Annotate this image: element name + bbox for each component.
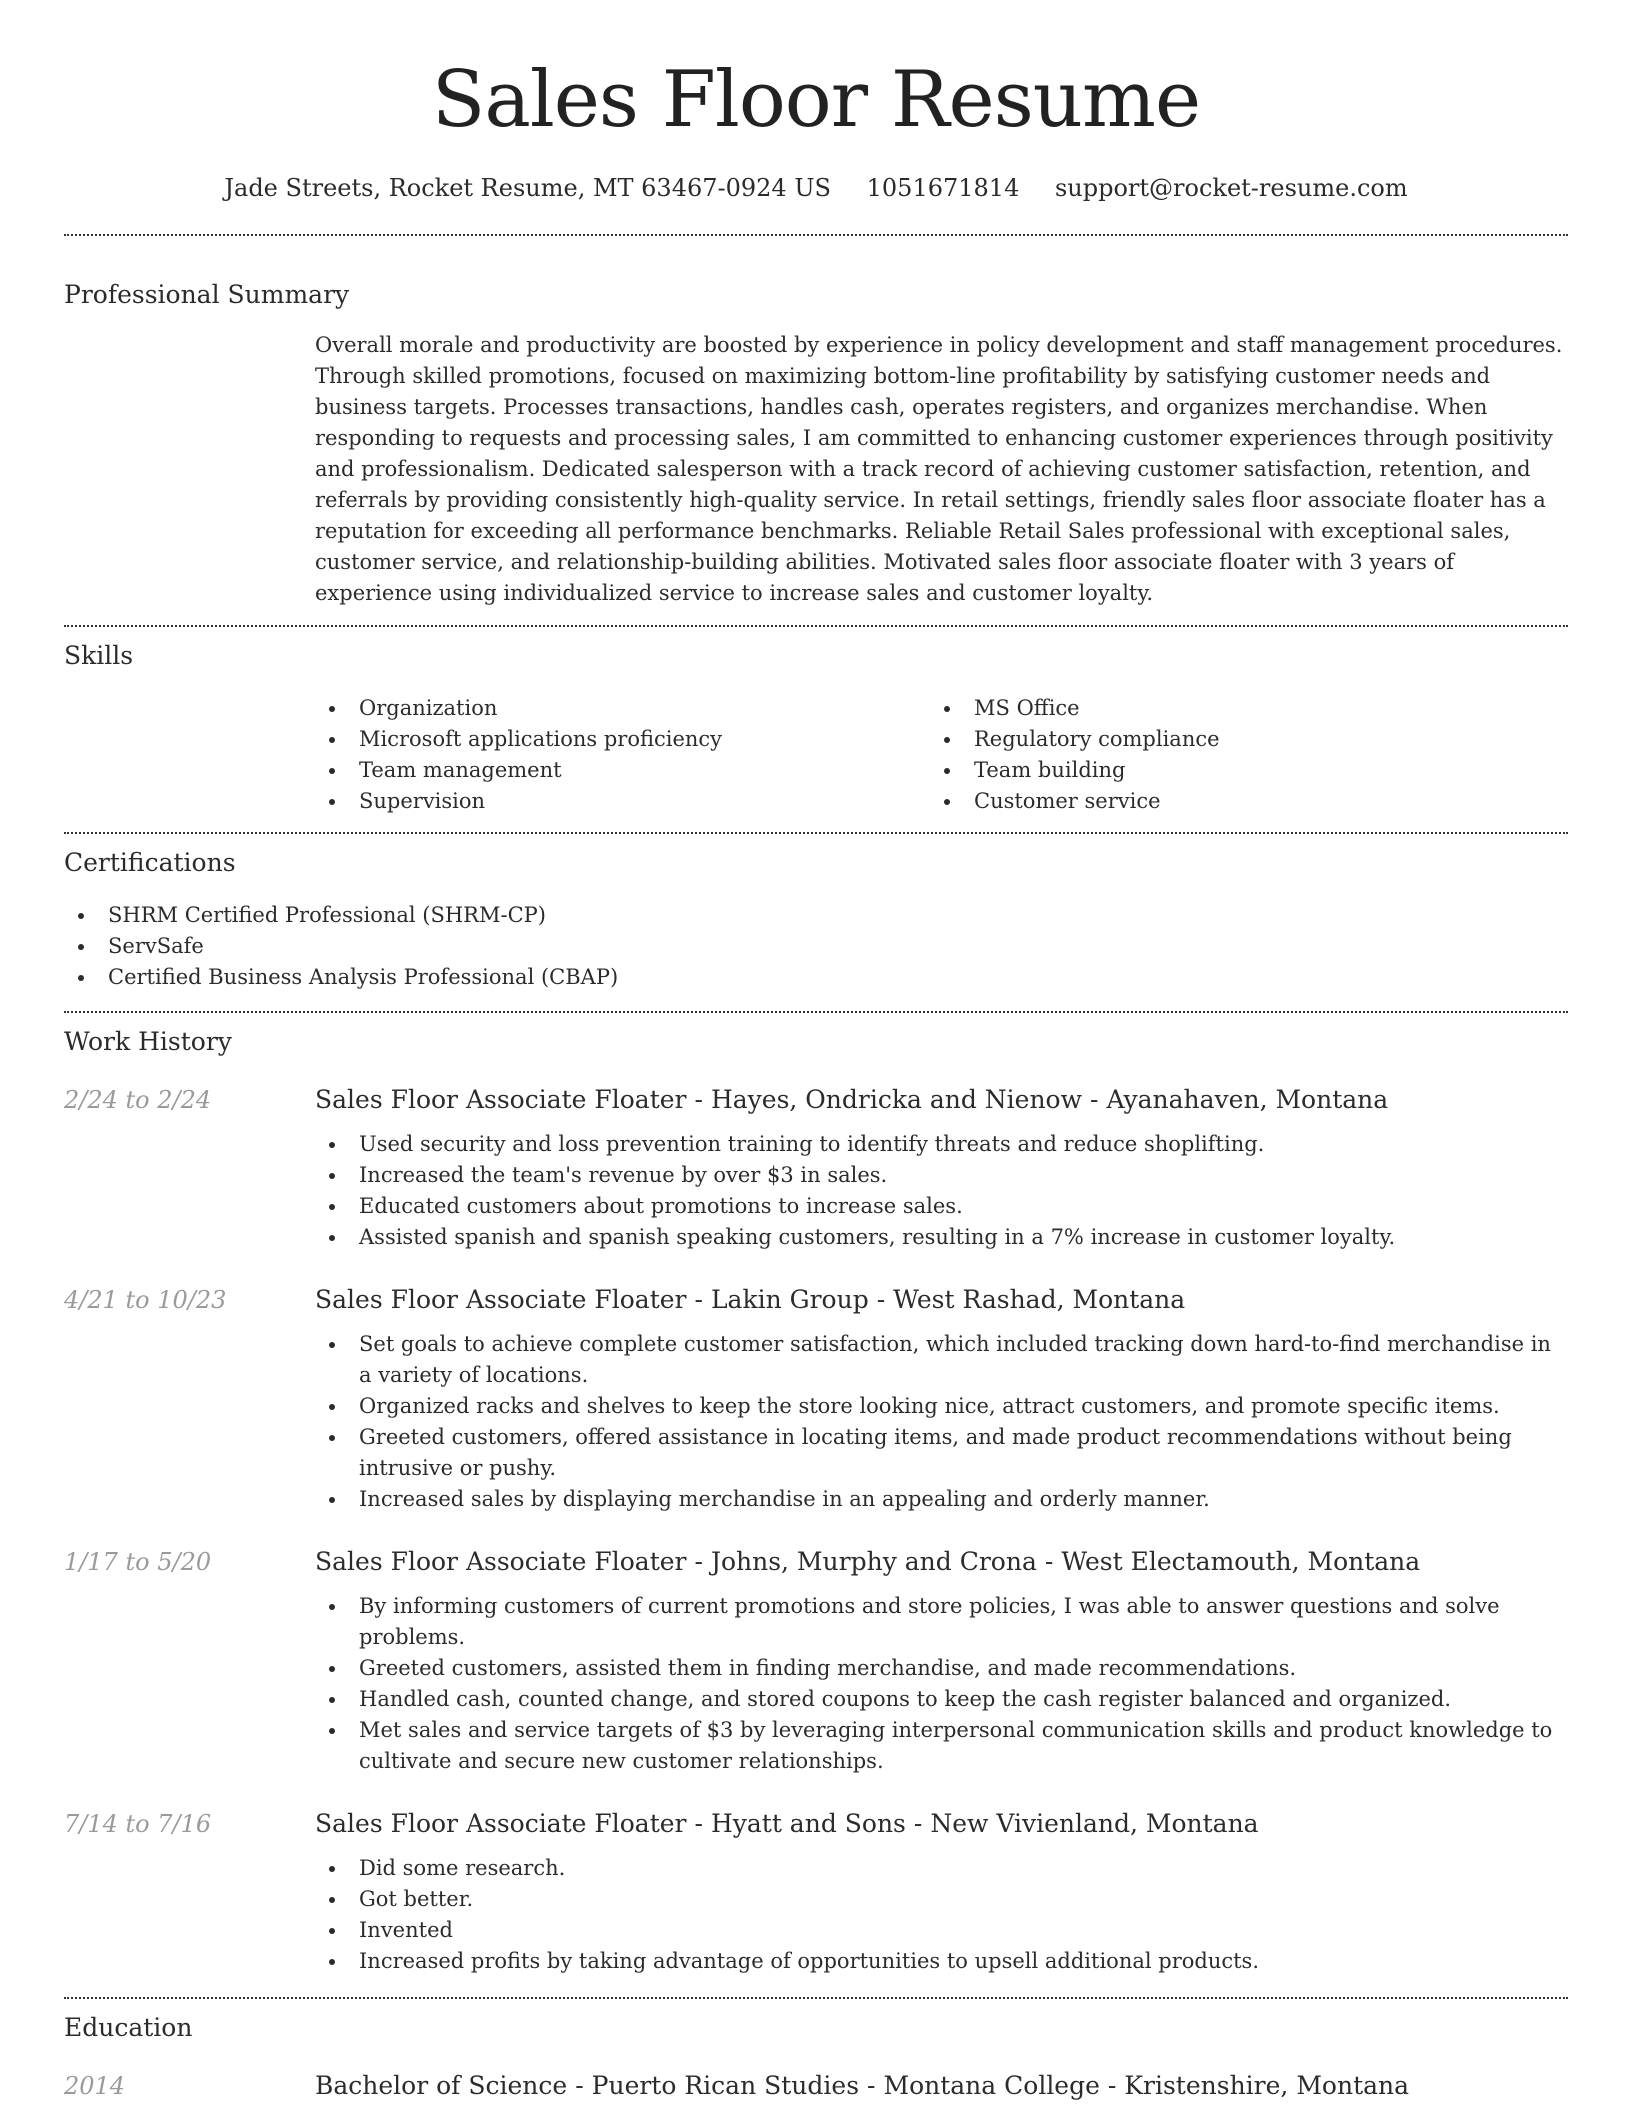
job-bullets [315,1329,1568,1515]
contact-address: Jade Streets, Rocket Resume, MT 63467-0924 US [224,174,831,202]
job-location: Ayanahaven, Montana [1106,1085,1389,1114]
job-date: 2/24 to 2/24 [64,1086,212,1114]
job-bullet: Got better. [315,1884,1568,1915]
job-entry [64,1545,1568,1777]
divider [64,832,1568,834]
job-bullet: Increased profits by taking advantage of opportunities to upsell additional products. [315,1946,1568,1977]
job-location: New Vivienland, Montana [930,1809,1259,1838]
job-bullet: Did some research. [315,1853,1568,1884]
divider [64,625,1568,627]
resume-title: Sales Floor Resume [431,55,1201,145]
contact-phone: 1051671814 [866,174,1020,202]
job-bullet: Greeted customers, assisted them in finding merchandise, and made recommendations. [315,1653,1568,1684]
education-degree: Bachelor of Science [315,2071,568,2100]
section-title-work: Work History [64,1027,232,1056]
resume-page [64,0,1568,2103]
skill-item: Team management [315,755,930,786]
job-bullet: Invented [315,1915,1568,1946]
section-title-summary: Professional Summary [64,280,350,309]
divider [64,1011,1568,1013]
job-entry [64,1807,1568,1977]
job-company: Hayes, Ondricka and Nienow [710,1085,1083,1114]
job-bullet: Increased the team's revenue by over $3 in sales. [315,1160,1568,1191]
education-location: Kristenshire, Montana [1124,2071,1410,2100]
education-entry [64,2069,1568,2103]
skill-item: Organization [315,693,930,724]
section-title-certifications: Certifications [64,848,236,877]
education-school: Montana College [883,2071,1100,2100]
certifications-list [64,900,1568,993]
skill-item: Supervision [315,786,930,817]
job-role: Sales Floor Associate Floater [315,1285,687,1314]
job-bullet: Assisted spanish and spanish speaking customers, resulting in a 7% increase in customer loyalty. [315,1222,1568,1253]
skill-item: Microsoft applications proficiency [315,724,930,755]
job-bullet: Organized racks and shelves to keep the store looking nice, attract customers, and promote specific items. [315,1391,1568,1422]
job-company: Johns, Murphy and Crona [710,1547,1037,1576]
job-date: 7/14 to 7/16 [64,1810,212,1838]
job-location: West Electamouth, Montana [1061,1547,1421,1576]
job-role: Sales Floor Associate Floater [315,1085,687,1114]
skills-section [64,639,1568,817]
job-date: 4/21 to 10/23 [64,1286,227,1314]
certification-item: ServSafe [64,931,1568,962]
job-heading: Sales Floor Associate Floater - Hayes, Ondricka and Nienow - Ayanahaven, Montana [315,1085,1389,1114]
job-bullet: By informing customers of current promotions and store policies, I was able to answer questions and solve problems. [315,1591,1568,1653]
job-bullet: Used security and loss prevention training to identify threats and reduce shoplifting. [315,1129,1568,1160]
divider [64,234,1568,236]
summary-text: Overall morale and productivity are boosted by experience in policy development and staff management procedures. Through skilled promotions, focused on maximizing bottom-line profitability by satisfying customer needs and business targets. Processes transactions, handles cash, operates registers, and organizes merchandise. When responding to requests and processing sales, I am committed to enhancing customer experiences through positivity and professionalism. Dedicated salesperson with a track record of achieving customer satisfaction, retention, and referrals by providing consistently high-quality service. In retail settings, friendly sales floor associate floater has a reputation for exceeding all performance benchmarks. Reliable Retail Sales professional with exceptional sales, customer service, and relationship-building abilities. Motivated sales floor associate floater with 3 years of experience using individualized service to increase sales and customer loyalty. [315,333,1563,605]
divider [64,1997,1568,1999]
summary-section [64,278,1568,609]
job-bullet: Educated customers about promotions to increase sales. [315,1191,1568,1222]
education-heading: Bachelor of Science - Puerto Rican Studies - Montana College - Kristenshire, Montana [315,2071,1410,2100]
job-bullets [315,1591,1568,1777]
job-role: Sales Floor Associate Floater [315,1809,687,1838]
job-company: Lakin Group [710,1285,869,1314]
skills-list-right [930,693,1545,817]
job-heading: Sales Floor Associate Floater - Johns, Murphy and Crona - West Electamouth, Montana [315,1547,1421,1576]
skill-item: Team building [930,755,1545,786]
job-bullet: Handled cash, counted change, and stored coupons to keep the cash register balanced and organized. [315,1684,1568,1715]
job-company: Hyatt and Sons [710,1809,906,1838]
certification-item: SHRM Certified Professional (SHRM-CP) [64,900,1568,931]
contact-line [64,170,1568,206]
section-title-education: Education [64,2013,193,2042]
job-bullets [315,1129,1568,1253]
job-role: Sales Floor Associate Floater [315,1547,687,1576]
job-date: 1/17 to 5/20 [64,1548,212,1576]
job-heading: Sales Floor Associate Floater - Hyatt and Sons - New Vivienland, Montana [315,1809,1259,1838]
job-bullets [315,1853,1568,1977]
education-field: Puerto Rican Studies [591,2071,860,2100]
job-bullet: Increased sales by displaying merchandise in an appealing and orderly manner. [315,1484,1568,1515]
skills-list-left [315,693,930,817]
skill-item: Regulatory compliance [930,724,1545,755]
job-entry [64,1283,1568,1515]
education-date: 2014 [64,2072,126,2100]
job-location: West Rashad, Montana [893,1285,1186,1314]
job-bullet: Set goals to achieve complete customer satisfaction, which included tracking down hard-to-find merchandise in a variety of locations. [315,1329,1568,1391]
job-bullet: Greeted customers, offered assistance in locating items, and made product recommendations without being intrusive or pushy. [315,1422,1568,1484]
certifications-section [64,846,1568,993]
job-entry [64,1083,1568,1253]
certification-item: Certified Business Analysis Professional (CBAP) [64,962,1568,993]
education-section [64,2011,1568,2103]
work-section [64,1025,1568,1977]
job-bullet: Met sales and service targets of $3 by leveraging interpersonal communication skills and product knowledge to cultivate and secure new customer relationships. [315,1715,1568,1777]
job-heading: Sales Floor Associate Floater - Lakin Group - West Rashad, Montana [315,1285,1186,1314]
skill-item: Customer service [930,786,1545,817]
section-title-skills: Skills [64,641,134,670]
skill-item: MS Office [930,693,1545,724]
skills-grid [315,693,1568,817]
contact-email: support@rocket-resume.com [1054,174,1408,202]
